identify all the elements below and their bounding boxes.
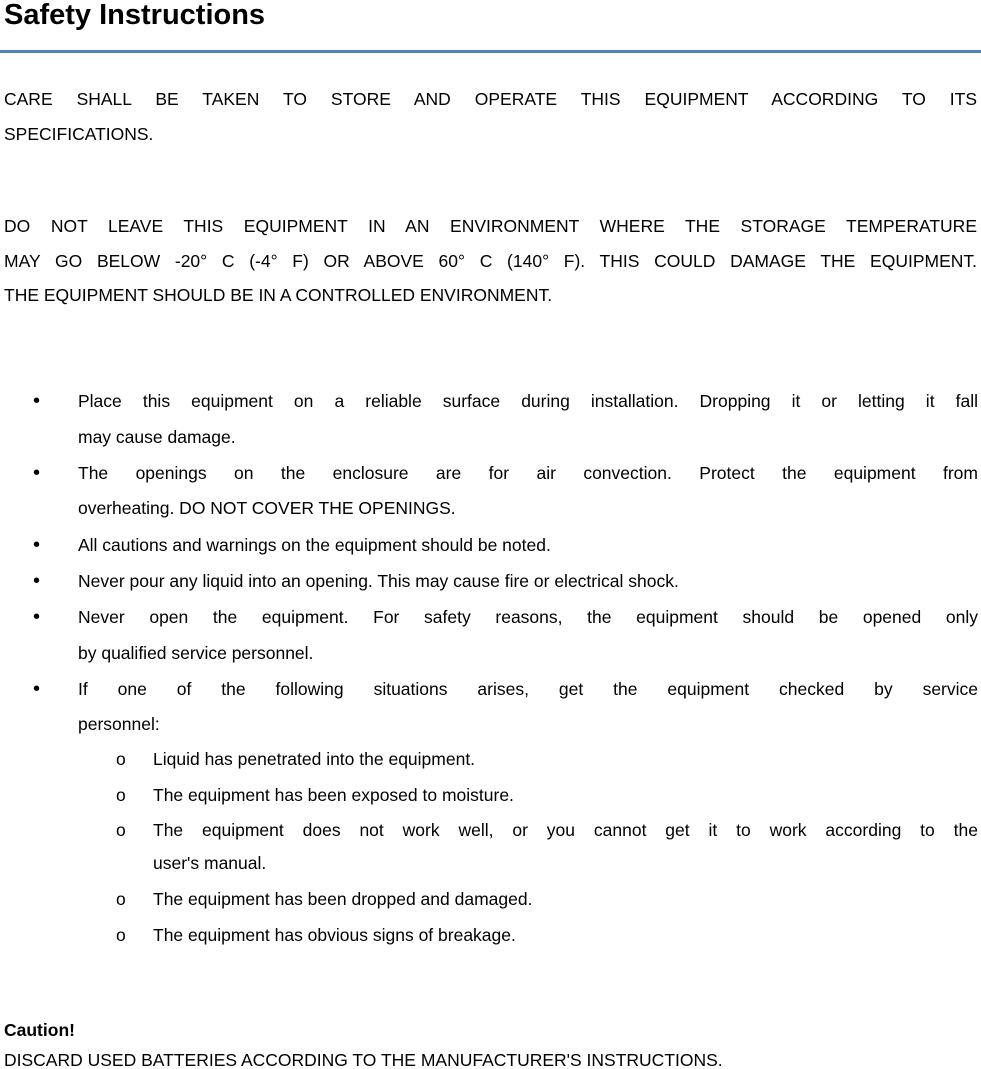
caution-text: DISCARD USED BATTERIES ACCORDING TO THE MANUFACTURER'S INSTRUCTIONS. xyxy=(4,1050,723,1069)
list-item-line: The openings on the enclosure are for air convection. Protect the equipment from xyxy=(78,463,978,483)
paragraph-line: DO NOT LEAVE THIS EQUIPMENT IN AN ENVIRONMENT WHERE THE STORAGE TEMPERATURE xyxy=(4,216,977,236)
list-item-line: Never open the equipment. For safety reasons, the equipment should be opened only xyxy=(78,607,978,627)
bullet-icon: • xyxy=(33,570,41,592)
caution-heading: Caution! xyxy=(4,1020,75,1040)
list-item-line: overheating. DO NOT COVER THE OPENINGS. xyxy=(78,498,456,518)
bullet-icon: • xyxy=(33,606,41,628)
paragraph-line: SPECIFICATIONS. xyxy=(4,124,154,144)
circle-bullet-icon: o xyxy=(116,785,126,805)
circle-bullet-icon: o xyxy=(116,749,126,769)
bullet-icon: • xyxy=(33,678,41,700)
bullet-icon: • xyxy=(33,390,41,412)
list-item-line: personnel: xyxy=(78,714,160,734)
paragraph-line: MAY GO BELOW -20° C (-4° F) OR ABOVE 60° C (140° F). THIS COULD DAMAGE THE EQUIPMENT. xyxy=(4,251,977,271)
list-item-line: Place this equipment on a reliable surface during installation. Dropping it or letting it fall xyxy=(78,391,978,411)
sub-list-item-line: Liquid has penetrated into the equipment. xyxy=(153,749,476,769)
sub-list-item-line: The equipment does not work well, or you cannot get it to work according to the xyxy=(153,820,978,840)
sub-list-item-line: The equipment has been exposed to moisture. xyxy=(153,785,514,805)
page-title: Safety Instructions xyxy=(4,0,266,31)
list-item-line: Never pour any liquid into an opening. This may cause fire or electrical shock. xyxy=(78,571,679,591)
title-underline xyxy=(0,50,981,53)
sub-list-item-line: user's manual. xyxy=(153,853,267,873)
paragraph-line: CARE SHALL BE TAKEN TO STORE AND OPERATE THIS EQUIPMENT ACCORDING TO ITS xyxy=(4,89,977,109)
list-item-line: All cautions and warnings on the equipment should be noted. xyxy=(78,535,551,555)
paragraph-line: THE EQUIPMENT SHOULD BE IN A CONTROLLED ENVIRONMENT. xyxy=(4,285,553,305)
circle-bullet-icon: o xyxy=(116,889,126,909)
list-item-line: If one of the following situations arises, get the equipment checked by service xyxy=(78,679,978,699)
circle-bullet-icon: o xyxy=(116,925,126,945)
sub-list-item-line: The equipment has been dropped and damaged. xyxy=(153,889,533,909)
bullet-icon: • xyxy=(33,462,41,484)
list-item-line: may cause damage. xyxy=(78,427,236,447)
bullet-icon: • xyxy=(33,534,41,556)
sub-list-item-line: The equipment has obvious signs of breakage. xyxy=(153,925,516,945)
list-item-line: by qualified service personnel. xyxy=(78,643,314,663)
circle-bullet-icon: o xyxy=(116,820,126,840)
